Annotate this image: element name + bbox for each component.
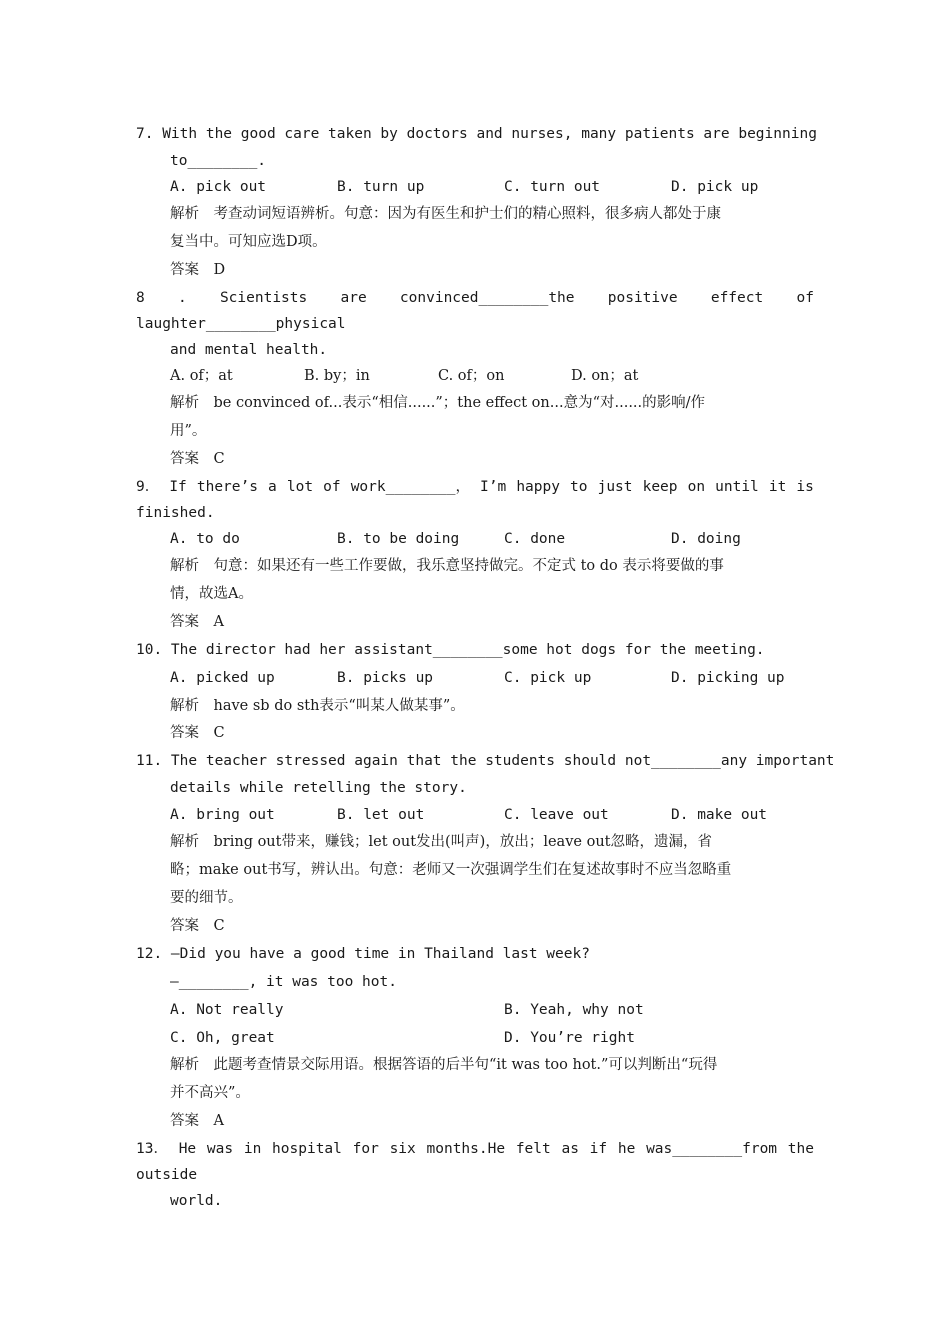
q9-stem-line-1: 9． If there’s a lot of work________， I’m happy to just keep on until it is: [136, 479, 814, 495]
q10-answer: 答案 C: [170, 725, 225, 741]
q11-analysis-line-1: 解析 bring out带来，赚钱；let out发出(叫声)，放出；leave out忽略，遗漏，省: [170, 834, 712, 850]
q7-answer: 答案 D: [170, 262, 226, 278]
q8-option-b: B. by；in: [304, 368, 370, 384]
q7-option-c: C. turn out: [504, 179, 601, 195]
q8-stem-line-3: and mental health.: [170, 342, 328, 358]
q9-option-b: B. to be doing: [337, 531, 460, 547]
q13-stem-line-3: world.: [170, 1193, 223, 1209]
q12-option-d: D. You’re right: [504, 1030, 635, 1046]
q12-stem-line-2: —________, it was too hot.: [170, 974, 397, 990]
q8-analysis-line-1: 解析 be convinced of...表示“相信......”；the effect on...意为“对......的影响/作: [170, 395, 706, 411]
q8-analysis-line-2: 用”。: [170, 423, 207, 439]
q10-option-b: B. picks up: [337, 670, 434, 686]
q8-stem-line-1: 8 . Scientists are convinced________the positive effect of: [136, 290, 814, 306]
q7-analysis-line-1: 解析 考查动词短语辨析。句意：因为有医生和护士们的精心照料，很多病人都处于康: [170, 206, 721, 222]
q11-answer: 答案 C: [170, 918, 225, 934]
q12-analysis-line-2: 并不高兴”。: [170, 1085, 250, 1101]
q7-option-b: B. turn up: [337, 179, 425, 195]
q11-stem-line-1: 11. The teacher stressed again that the students should not________any important: [136, 753, 835, 769]
q13-stem-line-2: outside: [136, 1167, 198, 1183]
q11-analysis-line-2: 略；make out书写，辨认出。句意：老师又一次强调学生们在复述故事时不应当忽略重: [170, 862, 732, 878]
q8-stem-line-2: laughter________physical: [136, 316, 346, 332]
q7-analysis-line-2: 复当中。可知应选D项。: [170, 234, 327, 250]
q12-option-b: B. Yeah, why not: [504, 1002, 644, 1018]
q10-option-d: D. picking up: [671, 670, 785, 686]
q11-stem-line-2: details while retelling the story.: [170, 780, 467, 796]
q11-analysis-line-3: 要的细节。: [170, 890, 243, 906]
q10-option-a: A. picked up: [170, 670, 275, 686]
q11-option-a: A. bring out: [170, 807, 275, 823]
q7-option-a: A. pick out: [170, 179, 267, 195]
q8-option-a: A. of；at: [170, 368, 233, 384]
q11-option-c: C. leave out: [504, 807, 609, 823]
q11-option-b: B. let out: [337, 807, 425, 823]
q9-analysis-line-2: 情，故选A。: [170, 586, 253, 602]
q8-option-d: D. on；at: [571, 368, 639, 384]
q10-analysis-line-1: 解析 have sb do sth表示“叫某人做某事”。: [170, 698, 465, 714]
q10-option-c: C. pick up: [504, 670, 592, 686]
q7-option-d: D. pick up: [671, 179, 759, 195]
q9-analysis-line-1: 解析 句意：如果还有一些工作要做，我乐意坚持做完。不定式 to do 表示将要做的事: [170, 558, 724, 574]
q10-stem-line-1: 10. The director had her assistant________some hot dogs for the meeting.: [136, 642, 765, 658]
q9-answer: 答案 A: [170, 614, 224, 630]
q11-option-d: D. make out: [671, 807, 768, 823]
q9-option-a: A. to do: [170, 531, 240, 547]
q12-answer: 答案 A: [170, 1113, 224, 1129]
q7-stem-line-1: 7. With the good care taken by doctors and nurses, many patients are beginning: [136, 126, 817, 142]
q9-stem-line-2: finished.: [136, 505, 215, 521]
q8-answer: 答案 C: [170, 451, 225, 467]
q12-stem-line-1: 12. —Did you have a good time in Thailand last week?: [136, 946, 590, 962]
q7-stem-line-2: to________.: [170, 153, 267, 169]
q12-option-c: C. Oh, great: [170, 1030, 275, 1046]
q13-stem-line-1: 13． He was in hospital for six months.He felt as if he was________from the: [136, 1141, 814, 1157]
q12-analysis-line-1: 解析 此题考查情景交际用语。根据答语的后半句“it was too hot.”可以判断出“玩得: [170, 1057, 718, 1073]
q12-option-a: A. Not really: [170, 1002, 284, 1018]
q8-option-c: C. of；on: [438, 368, 505, 384]
q9-option-d: D. doing: [671, 531, 741, 547]
q9-option-c: C. done: [504, 531, 566, 547]
